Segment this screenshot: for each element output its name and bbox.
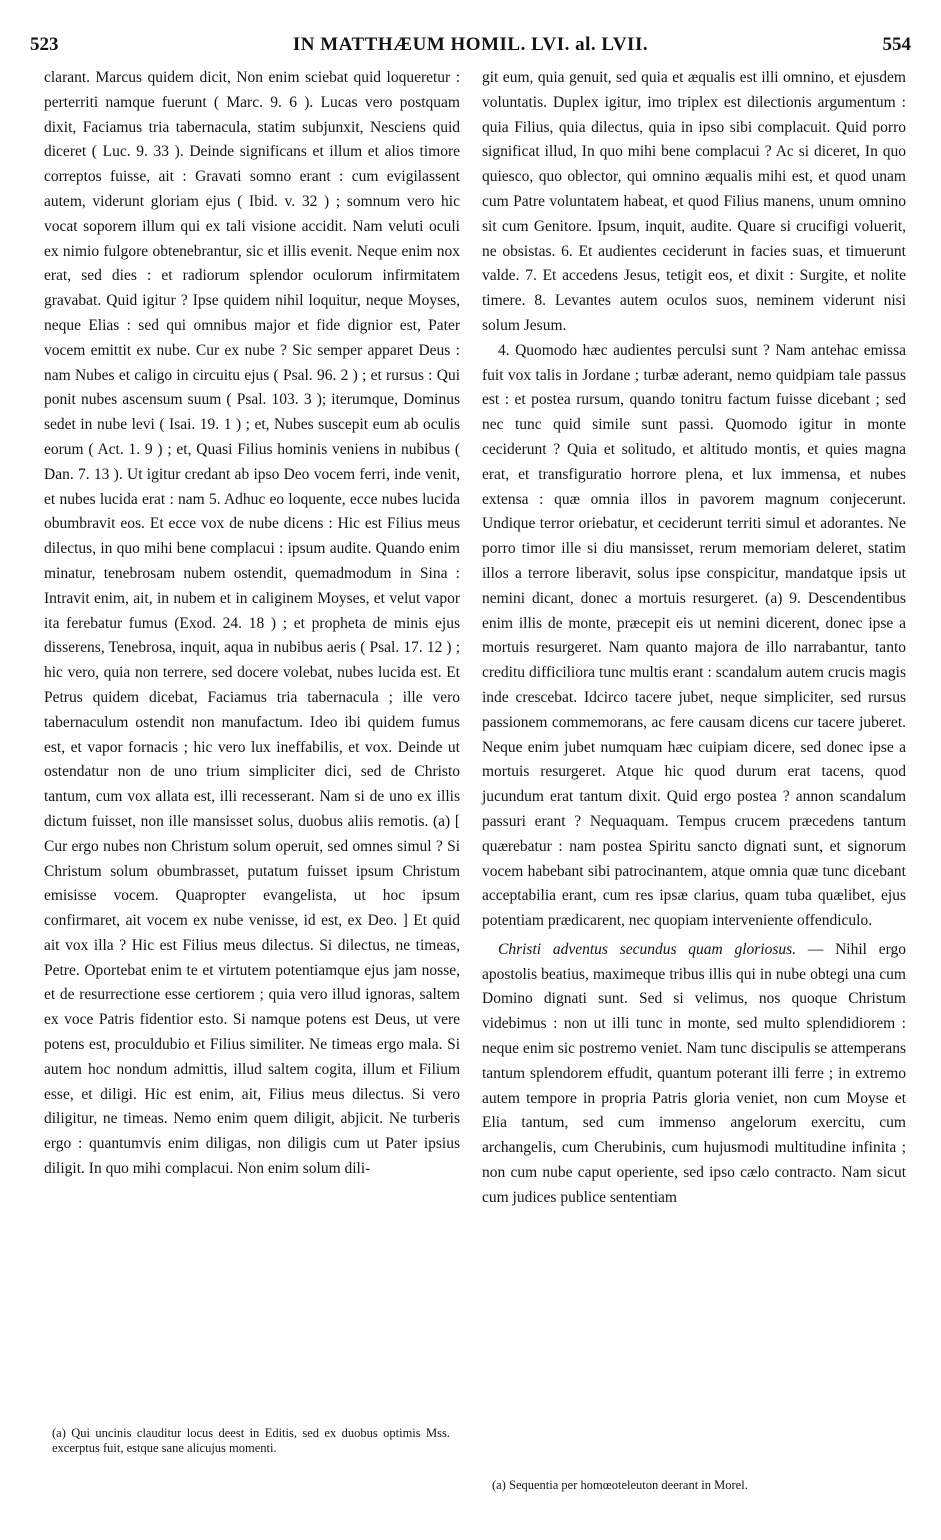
paragraph-continuation: git eum, quia genuit, sed quia et æqualis est illi omnino, et ejusdem voluntatis. Duplex igitur, imo triplex est dilectionis argumentum : quia Filius, quia dilectus, quia in ipso sibi complacuit. Quid porro significat illud, In quo mihi bene complacui ? Ac si diceret, In quo quiesco, quo oblector, qui omnino æqualis mihi est, et quod unam cum Patre voluntatem habeat, et quod Filius manens, unum omnino sit cum Genitore. Ipsum, inquit, audite. Quare si crucifigi voluerit, ne obsistas. 6. Et audientes ceciderunt in facies suas, et timuerunt valde. 7. Et accedens Jesus, tetigit eos, et dixit : Surgite, et nolite timere. 8. Levantes autem oculos suos, neminem viderunt nisi solum Jesum.: [482, 69, 906, 334]
running-title: IN MATTHÆUM HOMIL. LVI. al. LVII.: [292, 34, 649, 55]
footnote-left: (a) Qui uncinis clauditur locus deest in Editis, sed ex duobus optimis Mss. excerptus fuit, estque sane alicujus momenti.: [52, 1426, 450, 1455]
right-column: [482, 66, 906, 1211]
left-column: [44, 66, 460, 1182]
section-body: — Nihil ergo apostolis beatius, maximeque tribus illis qui in nube obtegi una cum Domino dignati sunt. Sed si velimus, nos quoque Christum videbimus : non ut illi tunc in monte, sed multo splendidiorem : neque enim sic postremo veniet. Nam tunc discipulis se attemperans tantum splendorem effudit, quantum poterant illi ferre ; in extremo autem tempore in propria Patris gloria veniet, non cum Moyse et Elia tantum, sed cum immenso angelorum exercitu, cum archangelis, cum Cherubinis, cum hujusmodi multitudine infinita ; non cum nube caput operiente, sed ipso cælo contracto. Nam sicut cum judices publice sententiam: [482, 940, 906, 1206]
page-header: [30, 34, 911, 58]
footnote-right: (a) Sequentia per homœoteleuton deerant in Morel.: [492, 1478, 748, 1492]
page-number-left: 523: [30, 34, 59, 55]
page-number-right: 554: [882, 34, 911, 55]
section-title: Christi adventus secundus quam gloriosus.: [498, 940, 797, 958]
section-paragraph: [482, 938, 906, 1211]
paragraph-4: 4. Quomodo hæc audientes perculsi sunt ? Nam antehac emissa fuit vox talis in Jordane ; turbæ aderant, nemo quidpiam tale passus est : et postea rursum, quando tonitru factum fuisse dicebant ; sed nec tunc quid simile sunt passi. Quomodo igitur in monte ceciderunt ? Quia et solitudo, et altitudo montis, et quies magna erat, et transfiguratio horrore plena, et lux immensa, et nubes extensa : quæ omnia illos in pavorem magnum conjecerunt. Undique terror oriebatur, et ceciderunt territi simul et adorantes. Ne porro timor ille si diu mansisset, rerum memoriam deleret, statim illos a terrore liberavit, solus ipse conspicitur, mandatque ipsis ut nemini dicant, donec a mortuis resurgeret. (a) 9. Descendentibus enim illis de monte, præcepit eis ut nemini dicerent, donec ipse a mortuis resurgeret. Nam quanto majora de illo narrabantur, tanto creditu difficiliora tunc multis erant : scandalum autem crucis magis inde crescebat. Idcirco tacere jubet, neque simpliciter, sed rursus passionem commemorans, ac fere causam dicens cur tacere juberet. Neque enim jubet numquam hæc cuipiam dicere, sed donec ipse a mortuis resurgeret. Atque hic quod durum erat tacens, quod jucundum erat tantum dixit. Quid ergo postea ? annon scandalum passuri erant ? Nequaquam. Tempus crucem præcedens tantum quærebatur : nam postea Spiritu sancto dignati sunt, et signorum vocem habebant sibi patrocinantem, atque omnia quæ tunc dicebant acceptabilia erant, cum res ipsæ clarius, quam tuba quælibet, ejus potentiam prædicarent, nec quopiam interveniente offendiculo.: [482, 341, 906, 930]
left-column-text: clarant. Marcus quidem dicit, Non enim sciebat quid loqueretur : perterriti namque fuerunt ( Marc. 9. 6 ). Lucas vero postquam dixit, Faciamus tria tabernacula, statim subjunxit, Nesciens quid diceret ( Luc. 9. 33 ). Deinde significans et illum et alios timore correptos fuisse, ait : Gravati somno erant : cum evigilassent autem, viderunt gloriam ejus ( Ibid. v. 32 ) ; somnum vero hic vocat soporem illum qui ex tali visione accidit. Nam veluti oculi ex nimio fulgore obtenebrantur, sic et illis evenit. Neque enim nox erat, sed dies : et radiorum splendor oculorum infirmitatem gravabat. Quid igitur ? Ipse quidem nihil loquitur, neque Moyses, neque Elias : sed qui omnibus major et fide dignior est, Pater vocem emittit ex nube. Cur ex nube ? Sic semper apparet Deus : nam Nubes et caligo in circuitu ejus ( Psal. 96. 2 ) ; et rursus : Qui ponit nubes ascensum suum ( Psal. 103. 3 ); iterumque, Dominus sedet in nube levi ( Isai. 19. 1 ) ; et, Nubes suscepit eum ab oculis eorum ( Act. 1. 9 ) ; et, Quasi Filius hominis veniens in nubibus ( Dan. 7. 13 ). Ut igitur credant ab ipso Deo vocem ferri, inde venit, et nubes lucida erat : nam 5. Adhuc eo loquente, ecce nubes lucida obumbravit eos. Et ecce vox de nube dicens : Hic est Filius meus dilectus, in quo mihi bene complacui : ipsum audite. Quando enim minatur, tenebrosam nubem ostendit, quemadmodum in Sina : Intravit enim, ait, in nubem et in caliginem Moyses, et velut vapor ita ferebatur fumus (Exod. 24. 18 ) ; et propheta de minis ejus disserens, Tenebrosa, inquit, aqua in nubibus aeris ( Psal. 17. 12 ) ; hic vero, quia non terrere, sed docere volebat, nubes lucida est. Et Petrus quidem dicebat, Faciamus tria tabernacula ; ille vero tabernaculum ostendit non manufactum. Ideo ibi quidem fumus est, et vapor fornacis ; hic vero lux ineffabilis, et vox. Deinde ut ostendatur non de uno trium simpliciter dici, sed de Christo tantum, cum vox allata est, illi recesserant. Nam si de uno ex illis dictum fuisset, non ille mansisset solus, duobus aliis remotis. (a) [ Cur ergo nubes non Christum solum operuit, sed omnes simul ? Si Christum solum obumbrasset, putatum fuisset ipsum Christum emisisse vocem. Quapropter evangelista, ut hoc ipsum confirmaret, ait vocem ex nube venisse, id est, ex Deo. ] Et quid ait vox illa ? Hic est Filius meus dilectus. Si dilectus, ne timeas, Petre. Oportebat enim te et virtutem potentiamque ejus jam nosse, et de resurrectione esse certiorem ; quia vero illud ignoras, saltem ex voce Patris fidentior esto. Si namque potens est Deus, ut vere potens est, proculdubio et Filius similiter. Ne timeas ergo mala. Si autem hoc nondum admittis, illud saltem cogita, illum et Filium esse, et diligi. Hic est enim, ait, Filius meus dilectus. Si vero diligitur, ne timeas. Nemo enim quem diligit, abjicit. Ne turberis ergo : quantumvis enim diligas, non diligis cum ut Pater ipsius diligit. In quo mihi complacui. Non enim solum dili-: [44, 69, 460, 1178]
